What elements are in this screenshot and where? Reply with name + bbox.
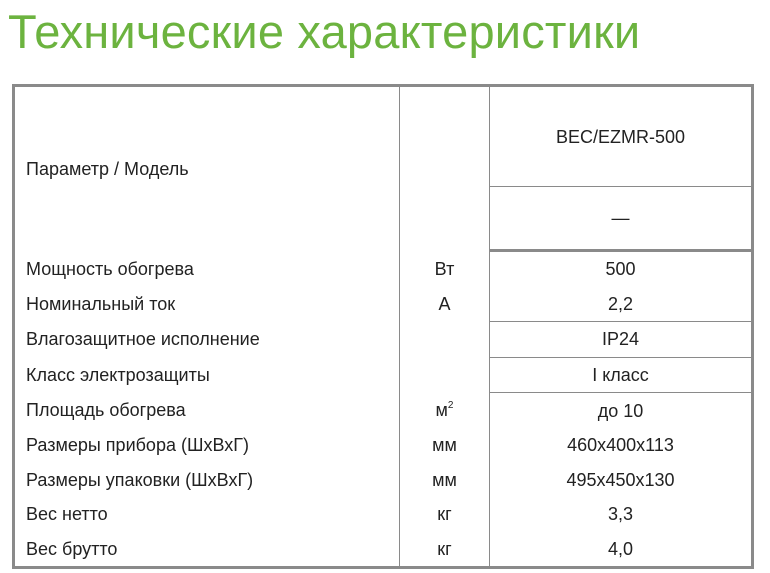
row-value: IP24	[490, 322, 753, 358]
row-value: 2,2	[490, 287, 753, 322]
row-parameter: Площадь обогрева	[14, 393, 400, 428]
row-parameter: Вес брутто	[14, 532, 400, 568]
table-row	[14, 357, 753, 393]
row-parameter: Влагозащитное исполнение	[14, 322, 400, 358]
specifications-table	[12, 84, 754, 569]
header-model-sub: —	[490, 187, 753, 251]
row-unit-base: м	[435, 400, 448, 421]
header-parameter-label: Параметр / Модель	[14, 86, 400, 251]
row-unit: Вт	[400, 251, 490, 287]
row-parameter: Мощность обогрева	[14, 251, 400, 287]
row-unit: мм	[400, 463, 490, 498]
table-row	[14, 287, 753, 322]
row-value: 4,0	[490, 532, 753, 568]
row-parameter: Класс электрозащиты	[14, 357, 400, 393]
table-row	[14, 322, 753, 358]
row-unit: мм	[400, 428, 490, 463]
row-unit: кг	[400, 532, 490, 568]
row-unit: кг	[400, 497, 490, 532]
row-value: 3,3	[490, 497, 753, 532]
row-parameter: Вес нетто	[14, 497, 400, 532]
header-unit-cell	[400, 86, 490, 251]
row-unit-exponent: 2	[447, 400, 454, 412]
row-value: 500	[490, 251, 753, 287]
row-unit: А	[400, 287, 490, 322]
table-row	[14, 463, 753, 498]
row-unit	[400, 393, 490, 428]
page-title: Технические характеристики	[8, 5, 641, 58]
table-row	[14, 393, 753, 428]
table-row	[14, 532, 753, 568]
row-value: до 10	[490, 393, 753, 428]
row-value: I класс	[490, 357, 753, 393]
row-value: 495х450х130	[490, 463, 753, 498]
table-row	[14, 428, 753, 463]
table-row	[14, 497, 753, 532]
header-model-name: BEC/EZMR-500	[490, 86, 753, 187]
row-parameter: Размеры упаковки (ШхВхГ)	[14, 463, 400, 498]
row-parameter: Размеры прибора (ШхВхГ)	[14, 428, 400, 463]
row-unit	[400, 357, 490, 393]
table-row	[14, 251, 753, 287]
table-header-row	[14, 86, 753, 187]
row-unit	[400, 322, 490, 358]
row-value: 460х400х113	[490, 428, 753, 463]
row-parameter: Номинальный ток	[14, 287, 400, 322]
